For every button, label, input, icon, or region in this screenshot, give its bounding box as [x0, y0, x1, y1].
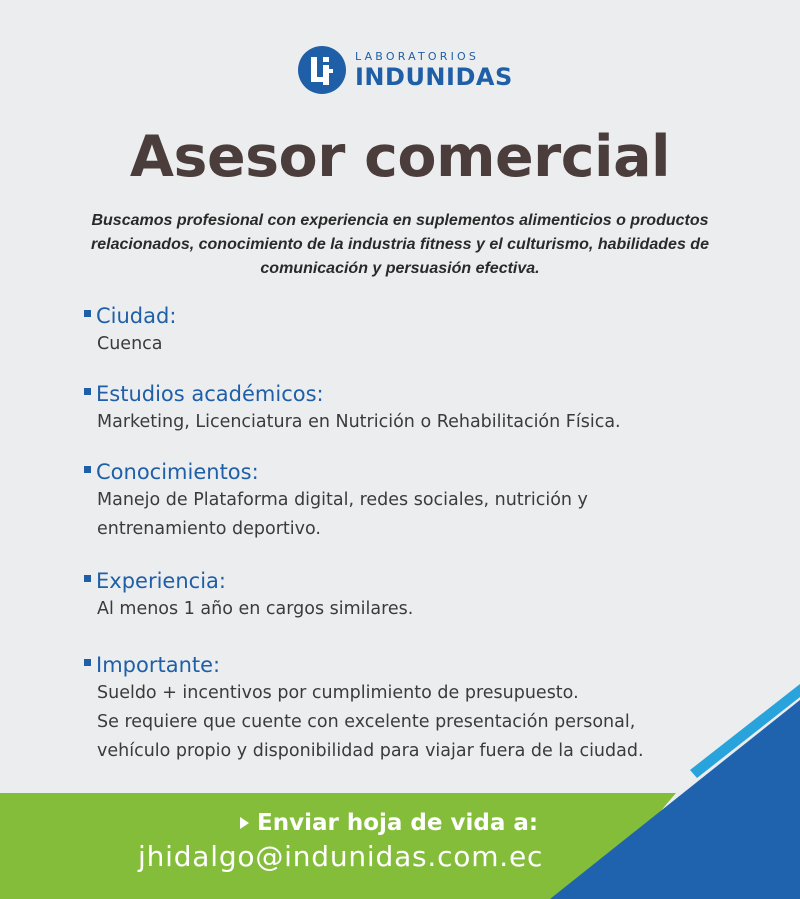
send-cv-label: Enviar hoja de vida a: [257, 810, 539, 836]
section-body [97, 679, 724, 766]
logo-subtitle: LABORATORIOS [355, 50, 480, 63]
arrow-right-icon [240, 817, 249, 829]
bullet-square [84, 388, 91, 395]
section-body [97, 486, 724, 544]
section-heading: Ciudad: [96, 304, 177, 328]
section-body [97, 330, 724, 359]
section-heading: Conocimientos: [96, 460, 259, 484]
brand-logo [297, 45, 513, 95]
section-line: Al menos 1 año en cargos similares. [97, 599, 414, 619]
section-line: Cuenca [97, 334, 163, 354]
section-line: entrenamiento deportivo. [97, 519, 321, 539]
section-experiencia [84, 567, 724, 624]
logo-text [355, 51, 513, 89]
section-ciudad [84, 302, 724, 359]
job-title: Asesor comercial [129, 124, 671, 190]
contact-email[interactable]: jhidalgo@indunidas.com.ec [138, 840, 544, 873]
section-body [97, 595, 724, 624]
logo-name: INDUNIDAS [355, 63, 513, 91]
section-body [97, 408, 724, 437]
bullet-square [84, 659, 91, 666]
section-heading: Experiencia: [96, 569, 226, 593]
bullet-square [84, 575, 91, 582]
send-cv-heading [240, 810, 538, 836]
section-line: vehículo propio y disponibilidad para viajar fuera de la ciudad. [97, 741, 644, 761]
section-estudios [84, 380, 724, 437]
section-line: Sueldo + incentivos por cumplimiento de presupuesto. [97, 683, 579, 703]
job-intro: Buscamos profesional con experiencia en suplementos alimenticios o productos relacionados, conocimiento de la industria fitness y el culturismo, habilidades de comunicación y persuasión efectiva. [91, 212, 709, 277]
bullet-square [84, 310, 91, 317]
section-line: Se requiere que cuente con excelente presentación personal, [97, 712, 636, 732]
logo-mark-icon [297, 45, 347, 95]
section-heading: Importante: [96, 653, 221, 677]
section-heading: Estudios académicos: [96, 382, 324, 406]
bullet-square [84, 466, 91, 473]
section-importante [84, 651, 724, 766]
section-line: Manejo de Plataforma digital, redes sociales, nutrición y [97, 490, 588, 510]
section-conocimientos [84, 458, 724, 544]
section-line: Marketing, Licenciatura en Nutrición o Rehabilitación Física. [97, 412, 621, 432]
